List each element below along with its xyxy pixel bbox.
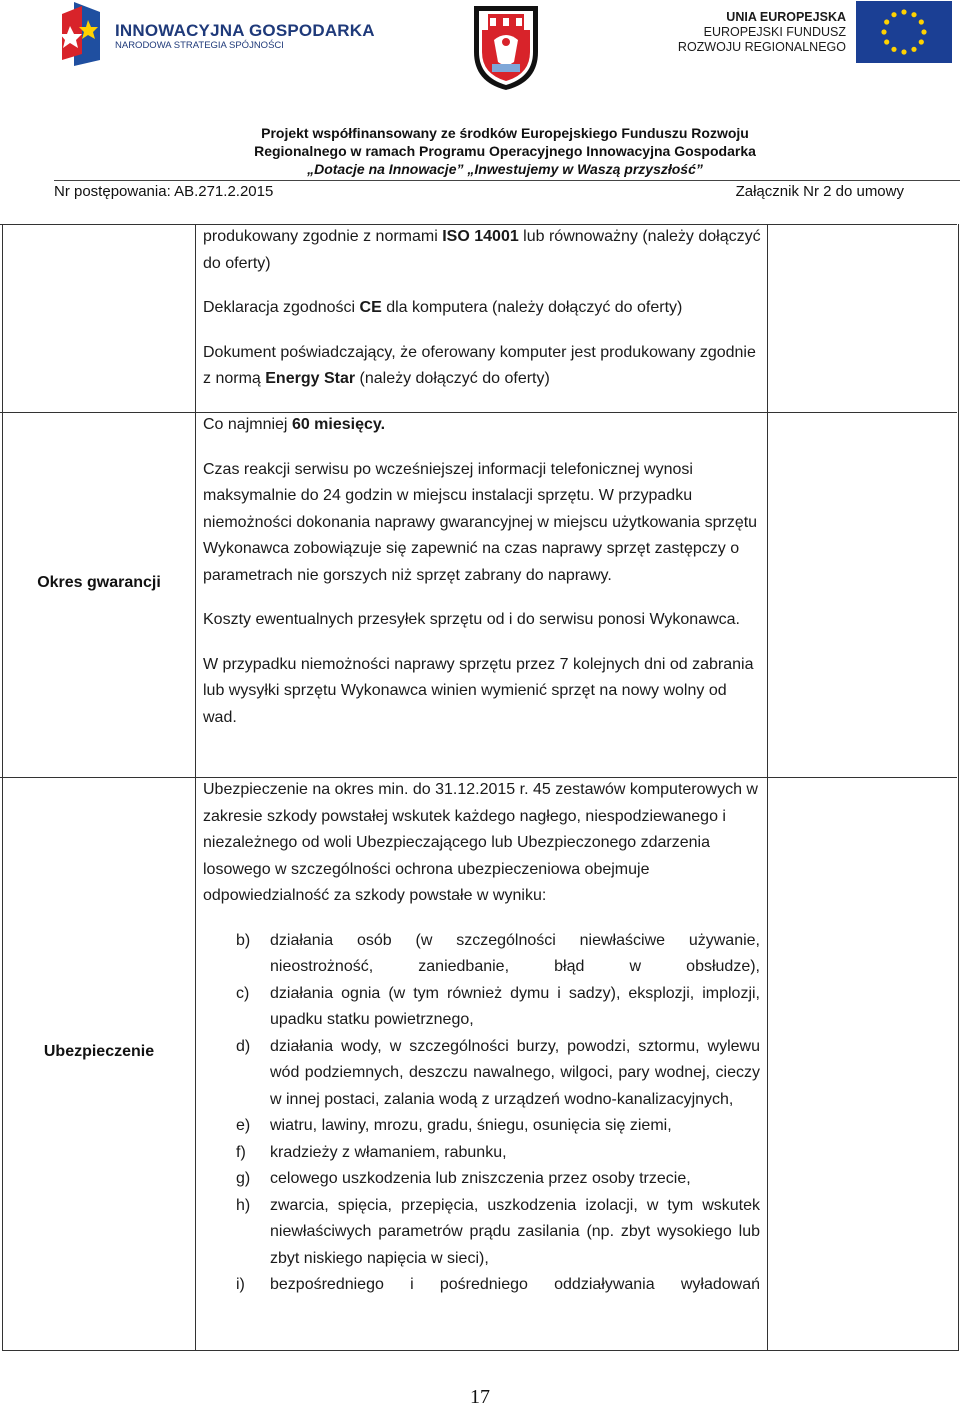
project-line-2: Regionalnego w ramach Programu Operacyjnego Innowacyjna Gospodarka	[254, 143, 756, 159]
list-item: g) celowego uszkodzenia lub zniszczenia przez osoby trzecie,	[236, 1170, 691, 1187]
table-column-border	[767, 224, 768, 1351]
project-line-3: „Dotacje na Innowacje” „Inwestujemy w Waszą przyszłość”	[307, 161, 703, 177]
project-line-1: Projekt współfinansowany ze środków Europejskiego Funduszu Rozwoju	[261, 125, 749, 141]
ig-logo-title: INNOWACYJNA GOSPODARKA	[115, 21, 375, 40]
eu-logo-line2: EUROPEJSKI FUNDUSZ	[703, 25, 846, 39]
insurance-risks-list	[203, 928, 760, 1299]
replacement-terms: W przypadku niemożności naprawy sprzętu przez 7 kolejnych dni od zabrania lub wysyłki sprzętu Wykonawca winien wymienić sprzęt na nowy wolny od wad.	[203, 655, 754, 726]
table-row-warranty	[203, 412, 763, 749]
header-divider	[54, 180, 960, 181]
innowacyjna-gospodarka-logo	[58, 0, 375, 70]
eu-erdf-logo	[677, 0, 952, 70]
list-item: d) działania wody, w szczególności burzy, powodzi, sztormu, wylewu wód podziemnych, deszczu nawalnego, wilgoci, pary wodnej, cieczy w innej postaci, zalania wodą z urządzeń wodno-kanalizacyjnych,	[236, 1037, 760, 1108]
table-column-border	[2, 224, 3, 1351]
list-item: i) bezpośredniego i pośredniego oddziaływania wyładowań	[236, 1276, 760, 1293]
list-item: c) działania ognia (w tym również dymu i sadzy), eksplozji, implozji, upadku statku powietrznego,	[236, 984, 760, 1028]
table-row-requirements	[203, 224, 763, 411]
table-row-insurance	[203, 777, 760, 1299]
list-item: f) kradzieży z włamaniem, rabunku,	[236, 1143, 507, 1161]
table-column-border	[958, 224, 959, 1351]
eu-logo-line1: UNIA EUROPEJSKA	[726, 10, 846, 24]
warranty-label: Okres gwarancji	[37, 574, 161, 591]
eu-flag-icon	[856, 1, 952, 63]
table-bottom-border	[2, 1350, 959, 1351]
list-item: b) działania osób (w szczególności niewłaściwe używanie, nieostrożność, zaniedbanie, błąd w obsłudze),	[236, 931, 760, 975]
reference-number: Nr postępowania: AB.271.2.2015	[54, 183, 274, 200]
project-funding-statement	[0, 124, 960, 178]
table-column-border	[195, 224, 196, 1351]
ig-logo-subtitle: NARODOWA STRATEGIA SPÓJNOŚCI	[115, 40, 284, 51]
ig-emblem-icon	[60, 0, 104, 66]
insurance-label: Ubezpieczenie	[43, 1043, 155, 1060]
list-item: e) wiatru, lawiny, mrozu, gradu, śniegu, osunięcia się ziemi,	[236, 1117, 672, 1134]
service-response: Czas reakcji serwisu po wcześniejszej informacji telefonicznej wynosi maksymalnie do 24 godzin w miejscu instalacji sprzętu. W przypadku niemożności dokonania naprawy gwarancyjnej w miejscu użytkowania sprzętu Wykonawca zobowiązuje się zapewnić na czas naprawy sprzęt zastępczy o parametrach nie gorszych niż sprzęt zabrany do naprawy.	[203, 460, 758, 584]
iso-requirement: produkowany zgodnie z normami ISO 14001 lub równoważny (należy dołączyć do oferty)	[203, 228, 761, 272]
shipping-costs: Koszty ewentualnych przesyłek sprzętu od i do serwisu ponosi Wykonawca.	[203, 611, 740, 628]
insurance-intro: Ubezpieczenie na okres min. do 31.12.2015 r. 45 zestawów komputerowych w zakresie szkody powstałej wskutek każdego nagłego, niespodziewanego i niezależnego od woli Ubezpieczającego lub Ubezpieczonego zdarzenia losowego w szczególności ochrona ubezpieczeniowa obejmuje odpowiedzialność za szkody powstałe w wyniku:	[203, 781, 758, 904]
attachment-label: Załącznik Nr 2 do umowy	[735, 183, 904, 200]
list-item: h) zwarcia, spięcia, przepięcia, uszkodzenia izolacji, w tym wskutek niewłaściwych parametrów prądu zasilania (np. zbyt wysokiego lub zbyt niskiego napięcia w sieci),	[236, 1196, 760, 1267]
energy-star-document: Dokument poświadczający, że oferowany komputer jest produkowany zgodnie z normą Energy Star (należy dołączyć do oferty)	[203, 343, 756, 387]
warranty-period: Co najmniej 60 miesięcy.	[203, 416, 386, 433]
ce-declaration: Deklaracja zgodności CE dla komputera (należy dołączyć do oferty)	[203, 299, 683, 316]
page-number: 17	[470, 1386, 490, 1408]
municipal-crest-icon	[468, 0, 544, 92]
eu-logo-line3: ROZWOJU REGIONALNEGO	[677, 40, 846, 54]
